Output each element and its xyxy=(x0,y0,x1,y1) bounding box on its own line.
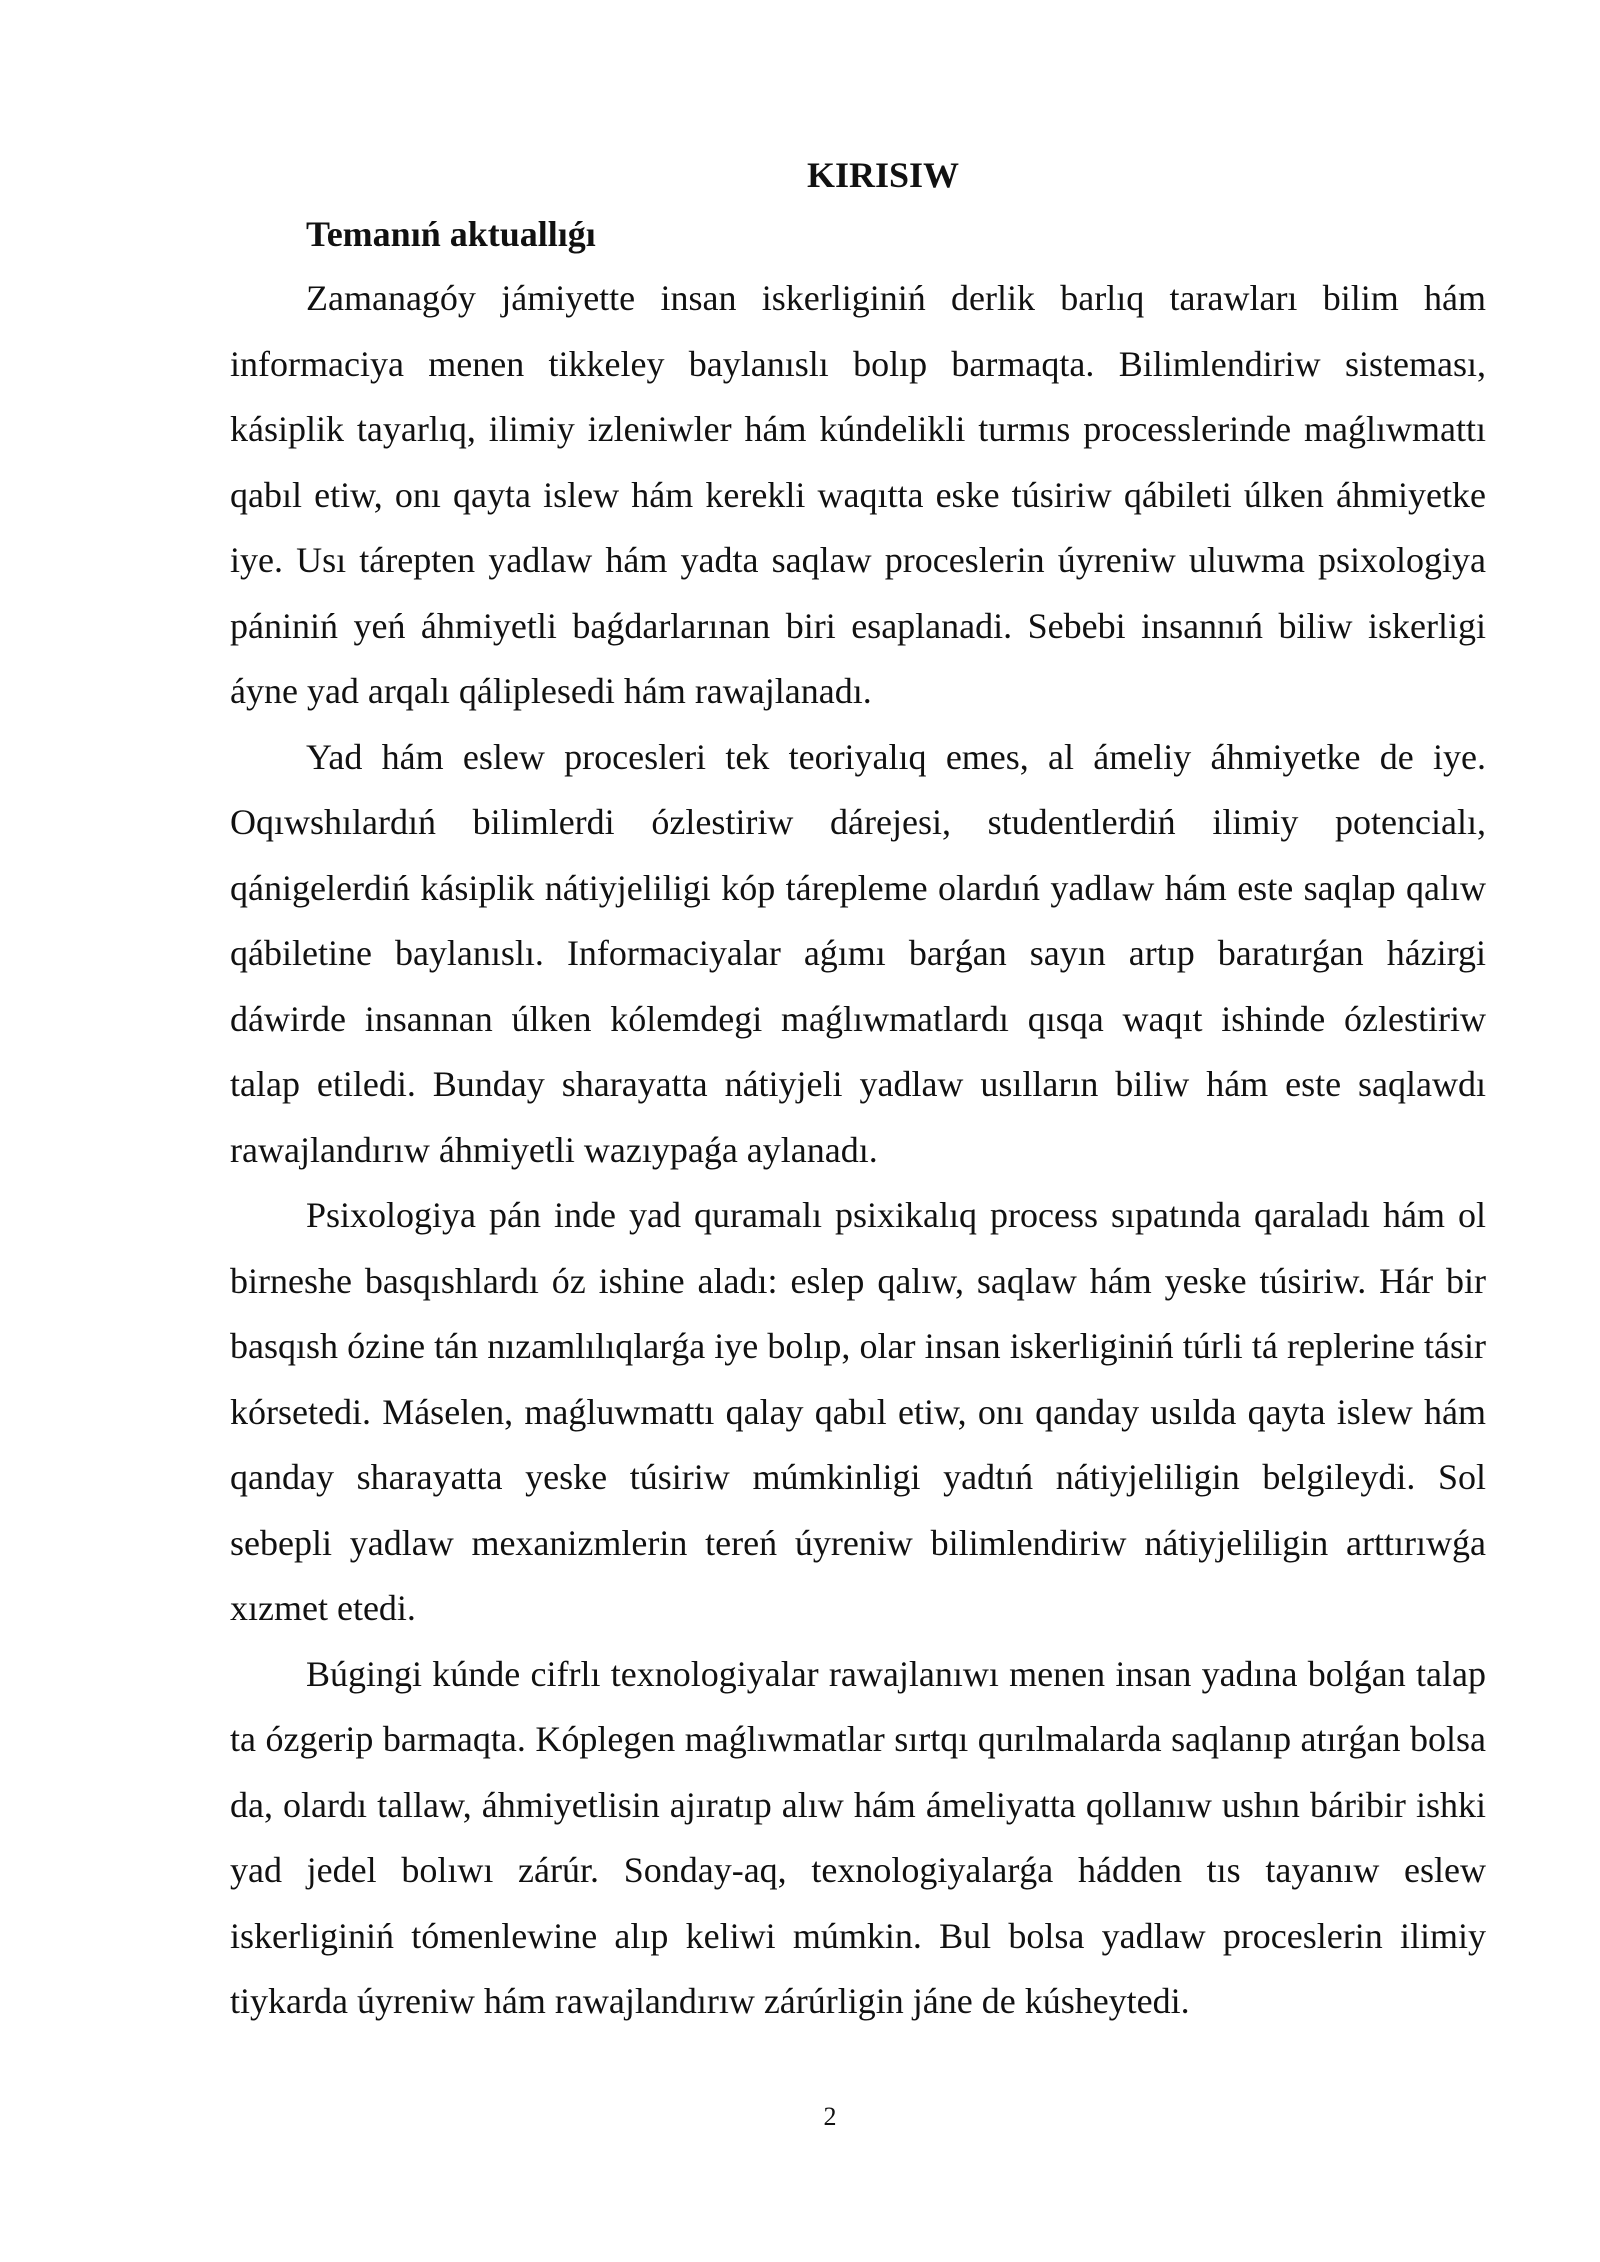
page-number: 2 xyxy=(823,2102,837,2131)
section-title: Temanıń aktuallıǵı xyxy=(306,214,596,254)
paragraph-3: Psixologiya pán inde yad quramalı psixikalıq process sıpatında qaraladı hám ol birneshe basqıshlardı óz ishine aladı: eslep qalıw, saqlaw hám yeske túsiriw. Hár bir basqısh ózine tán nızamlılıqlarǵa iye bolıp, olar insan iskerliginiń túrli tá replerine tásir kórsetedi. Máselen, maǵluwmattı qalay qabıl etiw, onı qanday usılda qayta islew hám qanday sharayatta yeske túsiriw múmkinligi yadtıń nátiyjeliligin belgileydi. Sol sebepli yadlaw mexanizmlerin tereń úyreniw bilimlendiriw nátiyjeliligin arttırıwǵa xızmet etedi. xyxy=(230,1195,1486,1628)
paragraph-1: Zamanagóy jámiyette insan iskerliginiń derlik barlıq tarawları bilim hám informaciya menen tikkeley baylanıslı bolıp barmaqta. Bilimlendiriw sisteması, kásiplik tayarlıq, ilimiy izleniwler hám kúndelikli turmıs processlerinde maǵlıwmattı qabıl etiw, onı qayta islew hám kerekli waqıtta eske túsiriw qábileti úlken áhmiyetke iye. Usı tárepten yadlaw hám yadta saqlaw proceslerin úyreniw uluwma psixologiya pániniń yeń áhmiyetli baǵdarlarınan biri esaplanadi. Sebebi insannıń biliw iskerligi áyne yad arqalı qáliplesedi hám rawajlanadı. xyxy=(230,278,1486,711)
paragraph-4: Búgingi kúnde cifrlı texnologiyalar rawajlanıwı menen insan yadına bolǵan talap ta ózgerip barmaqta. Kóplegen maǵlıwmatlar sırtqı qurılmalarda saqlanıp atırǵan bolsa da, olardı tallaw, áhmiyetlisin ajıratıp alıw hám ámeliyatta qollanıw ushın báribir ishki yad jedel bolıwı zárúr. Sonday-aq, texnologiyalarǵa hádden tıs tayanıw eslew iskerliginiń tómenlewine alıp keliwi múmkin. Bul bolsa yadlaw proceslerin ilimiy tiykarda úyreniw hám rawajlandırıw zárúrligin jáne de kúsheytedi. xyxy=(230,1653,1486,2021)
document-title: KIRISIW xyxy=(806,155,960,195)
page-content xyxy=(230,148,1486,2035)
paragraph-2: Yad hám eslew procesleri tek teoriyalıq emes, al ámeliy áhmiyetke de iye. Oqıwshılardıń bilimlerdi ózlestiriw dárejesi, studentlerdiń ilimiy potencialı, qánigelerdiń kásiplik nátiyjeliligi kóp tárepleme olardıń yadlaw hám este saqlap qalıw qábiletine baylanıslı. Informaciyalar aǵımı barǵan sayın artıp baratırǵan házirgi dáwirde insannan úlken kólemdegi maǵlıwmatlardı qısqa waqıt ishinde ózlestiriw talap etiledi. Bunday sharayatta nátiyjeli yadlaw usılların biliw hám este saqlawdı rawajlandırıw áhmiyetli wazıypaǵa aylanadı. xyxy=(230,736,1486,1170)
